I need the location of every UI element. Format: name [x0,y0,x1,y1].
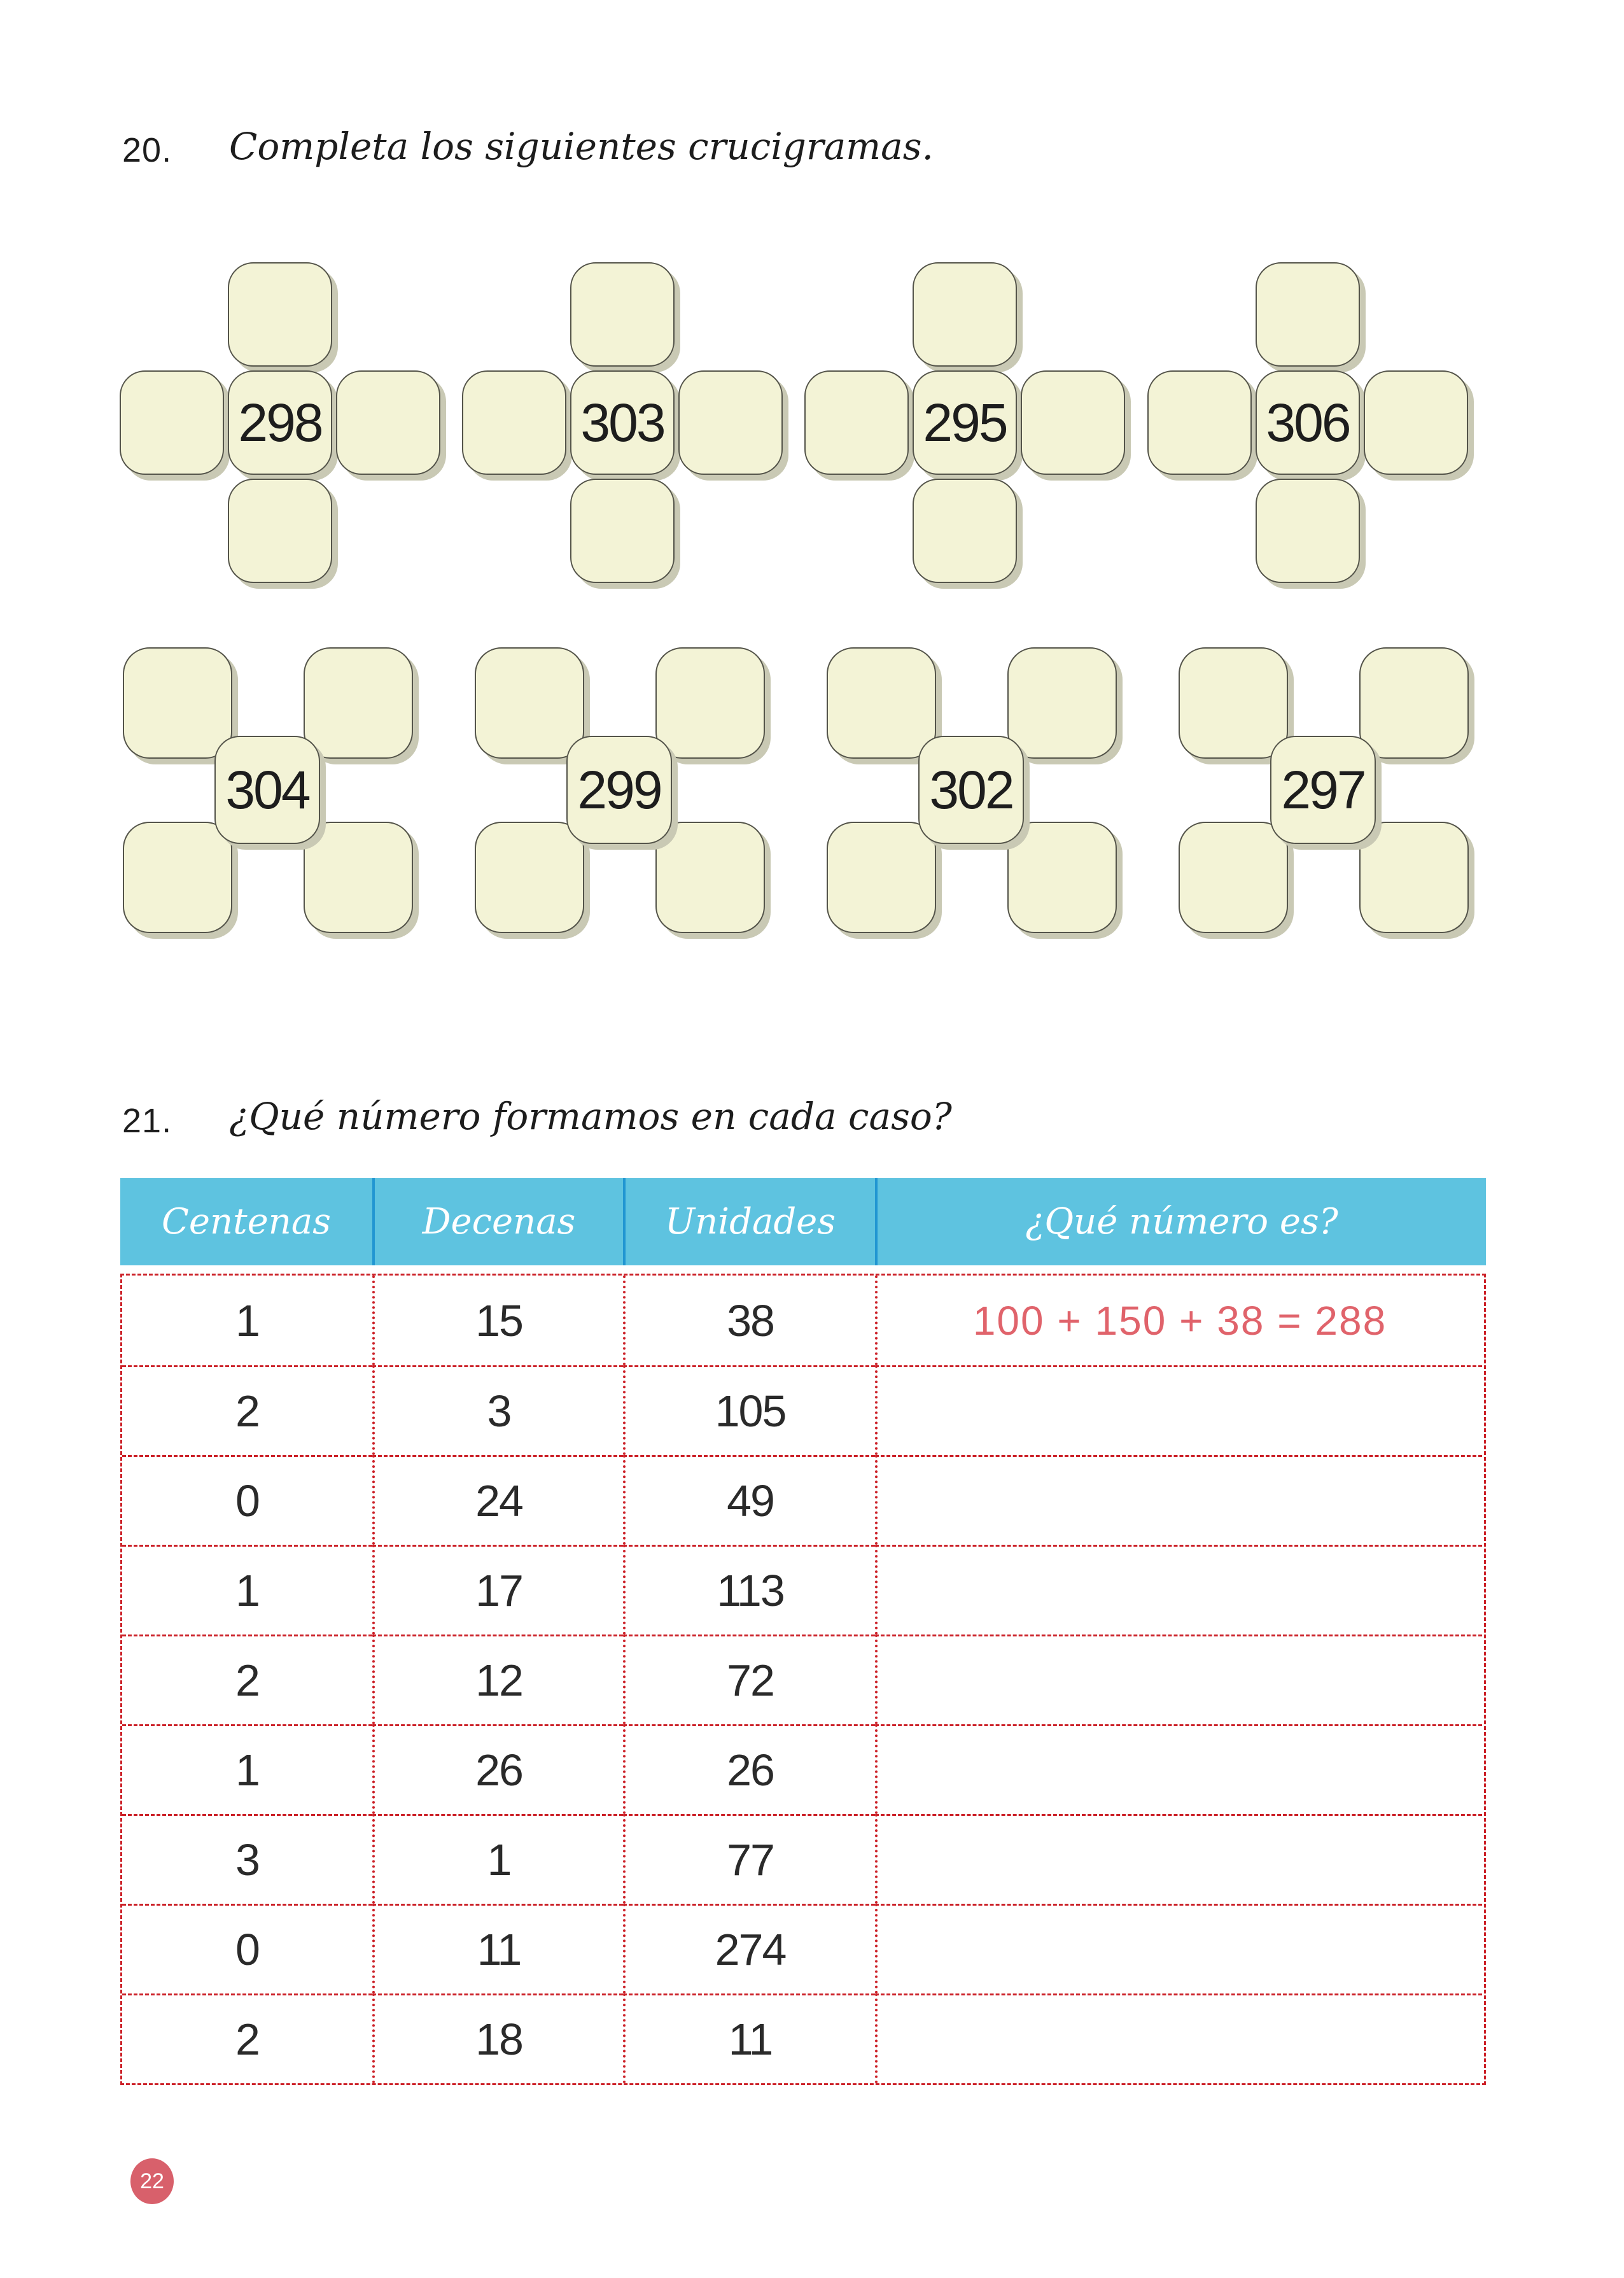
crossword-empty-cell[interactable] [913,262,1017,367]
exercise-20-number: 20. [122,131,172,169]
crossword-empty-cell[interactable] [570,262,675,367]
crossword-empty-cell[interactable] [655,647,765,759]
cell-unidades: 105 [623,1365,875,1455]
crossword-center-cell [570,370,675,475]
crossword-empty-cell[interactable] [228,479,332,583]
crossword-empty-cell[interactable] [1007,822,1117,933]
crossword-empty-cell[interactable] [304,822,413,933]
crossword-number: 304 [225,759,309,820]
table-body [120,1274,1486,2085]
exercise-21-number: 21. [122,1102,172,1140]
crossword-empty-cell[interactable] [1179,822,1288,933]
cell-centenas: 1 [122,1724,372,1814]
exercise-21-title: ¿Qué número formamos en cada caso? [229,1095,952,1138]
crossword-center-cell [1256,370,1360,475]
crossword-center-cell [566,736,672,844]
cell-decenas: 15 [372,1276,623,1365]
cell-centenas: 0 [122,1455,372,1545]
cell-answer-blank[interactable] [875,1724,1482,1814]
x-crossword-1 [123,647,413,933]
crossword-empty-cell[interactable] [655,822,765,933]
crossword-empty-cell[interactable] [1147,370,1252,475]
cell-answer-blank[interactable] [875,1545,1482,1635]
crossword-empty-cell[interactable] [304,647,413,759]
cell-centenas: 1 [235,1295,259,1346]
cell-decenas: 11 [372,1904,623,1993]
cell-decenas: 1 [372,1814,623,1904]
page-number-badge [130,2158,174,2204]
page-number: 22 [140,2169,164,2193]
cell-decenas: 18 [372,1993,623,2083]
crossword-empty-cell[interactable] [1364,370,1468,475]
crossword-empty-cell[interactable] [678,370,783,475]
plus-crossword-2 [462,262,783,583]
cell-unidades: 11 [623,1993,875,2083]
crossword-number: 297 [1281,759,1365,820]
cell-answer-blank[interactable] [875,1455,1482,1545]
crossword-center-cell [228,370,332,475]
crossword-empty-cell[interactable] [1256,479,1360,583]
crossword-number: 299 [577,759,661,820]
cell-unidades: 72 [623,1635,875,1724]
x-crossword-3 [827,647,1117,933]
crossword-empty-cell[interactable] [1007,647,1117,759]
cell-centenas: 0 [122,1904,372,1993]
crossword-empty-cell[interactable] [1359,822,1469,933]
cell-answer-blank[interactable] [875,1904,1482,1993]
column-header-que-numero-es: ¿Qué número es? [875,1178,1486,1265]
crossword-empty-cell[interactable] [827,822,936,933]
cell-centenas: 2 [122,1993,372,2083]
cell-unidades: 38 [623,1276,875,1365]
cell-centenas: 1 [122,1545,372,1635]
place-value-table [120,1178,1486,2085]
cell-unidades: 274 [623,1904,875,1993]
crossword-empty-cell[interactable] [1359,647,1469,759]
cell-answer-blank[interactable] [875,1814,1482,1904]
crossword-empty-cell[interactable] [827,647,936,759]
cell-decenas: 3 [372,1365,623,1455]
crossword-empty-cell[interactable] [1179,647,1288,759]
crossword-empty-cell[interactable] [804,370,909,475]
crossword-empty-cell[interactable] [123,822,232,933]
crossword-empty-cell[interactable] [1256,262,1360,367]
crossword-empty-cell[interactable] [336,370,440,475]
cell-unidades: 26 [623,1724,875,1814]
crossword-center-cell [913,370,1017,475]
cell-centenas: 2 [122,1365,372,1455]
crossword-center-cell [1270,736,1376,844]
column-header-unidades: Unidades [623,1178,875,1265]
cell-centenas: 3 [122,1814,372,1904]
crossword-number: 298 [238,392,322,453]
cell-unidades: 49 [623,1455,875,1545]
cell-centenas: 2 [122,1635,372,1724]
x-crossword-4 [1179,647,1469,933]
crossword-empty-cell[interactable] [462,370,566,475]
crossword-empty-cell[interactable] [475,647,584,759]
crossword-empty-cell[interactable] [123,647,232,759]
cell-decenas: 17 [372,1545,623,1635]
plus-crossword-4 [1147,262,1468,583]
x-crossword-2 [475,647,765,933]
plus-crossword-1 [120,262,440,583]
column-header-decenas: Decenas [372,1178,623,1265]
crossword-empty-cell[interactable] [475,822,584,933]
cell-decenas: 24 [372,1455,623,1545]
crossword-center-cell [214,736,320,844]
cell-answer-blank[interactable] [875,1365,1482,1455]
cell-decenas: 12 [372,1635,623,1724]
exercise-20-title: Completa los siguientes crucigramas. [229,125,934,168]
crossword-number: 303 [580,392,664,453]
plus-crossword-3 [804,262,1125,583]
crossword-number: 295 [923,392,1007,453]
cell-answer-blank[interactable] [875,1635,1482,1724]
cell-answer-example: 100 + 150 + 38 = 288 [875,1276,1482,1365]
cell-unidades: 113 [623,1545,875,1635]
column-header-centenas: Centenas [162,1201,331,1242]
crossword-empty-cell[interactable] [228,262,332,367]
table-header-row [120,1178,1486,1265]
crossword-center-cell [918,736,1024,844]
crossword-empty-cell[interactable] [120,370,224,475]
cell-answer-blank[interactable] [875,1993,1482,2083]
crossword-number: 302 [929,759,1013,820]
crossword-empty-cell[interactable] [1021,370,1125,475]
crossword-number: 306 [1266,392,1350,453]
crossword-empty-cell[interactable] [913,479,1017,583]
cell-unidades: 77 [623,1814,875,1904]
crossword-empty-cell[interactable] [570,479,675,583]
cell-decenas: 26 [372,1724,623,1814]
